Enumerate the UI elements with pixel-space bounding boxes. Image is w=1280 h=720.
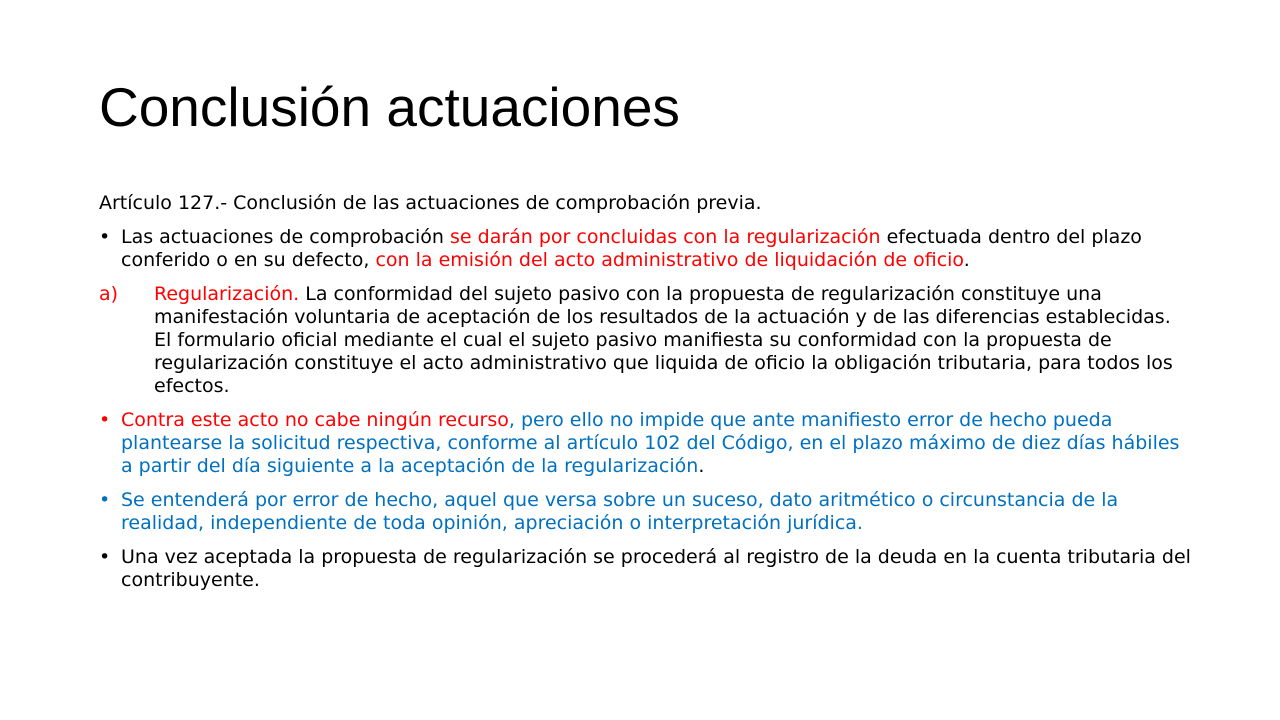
bullet-marker: • xyxy=(99,546,111,568)
text-segment-highlight: se darán por concluidas con la regularización xyxy=(450,226,881,248)
text-segment-highlight: Contra este acto no cabe ningún recurso xyxy=(121,409,509,431)
bullet-marker: • xyxy=(99,226,111,248)
list-item-regularizacion xyxy=(99,283,1194,398)
article-heading: Artículo 127.- Conclusión de las actuaciones de comprobación previa. xyxy=(99,192,762,214)
bullet-item-registro-deuda xyxy=(99,546,1194,592)
slide-content xyxy=(99,192,1194,603)
text-segment: La conformidad del sujeto pasivo con la propuesta de regularización constituye una manifestación voluntaria de aceptación de los resultados de la actuación y de las diferencias establecidas. El formulario oficial mediante el cual el sujeto pasivo manifiesta su conformidad con la propuesta de regularización constituye el acto administrativo que liquida de oficio la obligación tributaria, para todos los efectos. xyxy=(154,283,1173,397)
text-segment: Una vez aceptada la propuesta de regularización se procederá al registro de la deuda en la cuenta tributaria del contribuyente. xyxy=(121,546,1191,591)
slide-title: Conclusión actuaciones xyxy=(99,76,680,138)
text-segment-blue: , pero ello no impide que ante manifiesto error de hecho pueda plantearse la solicitud respectiva, conforme al artículo 102 del Código, en el plazo máximo de diez días hábiles a partir del día siguiente a la aceptación de la regularización xyxy=(121,409,1180,477)
bullet-item-error-de-hecho xyxy=(99,489,1194,535)
bullet-item-conclusion xyxy=(99,226,1194,272)
text-segment: Las actuaciones de comprobación xyxy=(121,226,450,248)
text-segment: . xyxy=(963,249,970,271)
text-segment-highlight: Regularización. xyxy=(154,283,300,305)
bullet-marker: • xyxy=(99,489,111,511)
list-letter-marker: a) xyxy=(99,283,119,305)
text-segment: . xyxy=(698,455,705,477)
text-segment: efectuada dentro del plazo conferido o en su defecto, xyxy=(121,226,1142,271)
text-segment-highlight: con la emisión del acto administrativo de liquidación de oficio xyxy=(375,249,964,271)
text-segment-blue: Se entenderá por error de hecho, aquel que versa sobre un suceso, dato aritmético o circunstancia de la realidad, independiente de toda opinión, apreciación o interpretación jurídica. xyxy=(121,489,1119,534)
bullet-marker: • xyxy=(99,409,111,431)
bullet-item-recurso xyxy=(99,409,1194,478)
